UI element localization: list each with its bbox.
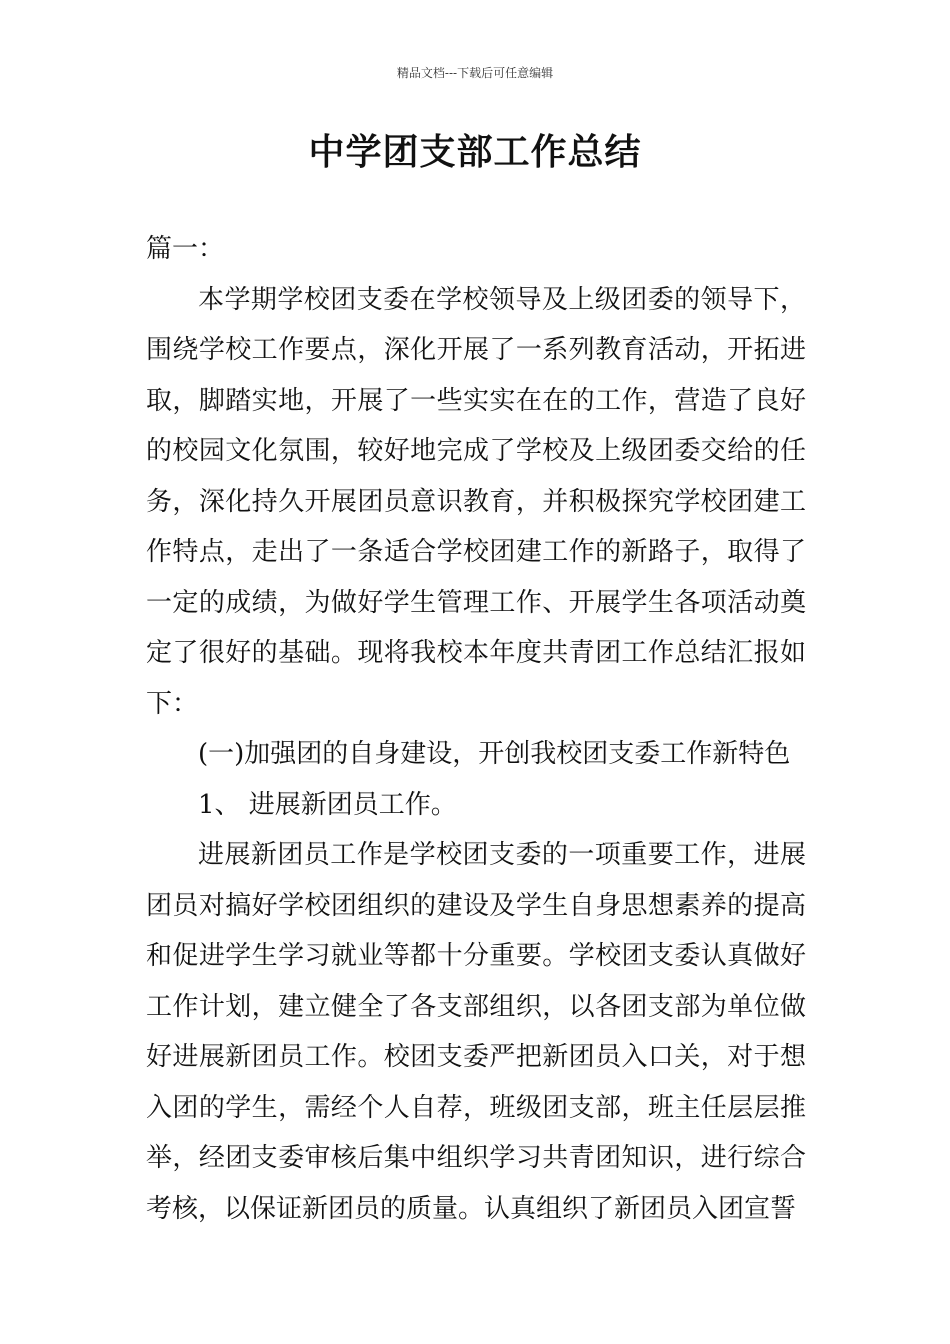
subsection-heading: 1、 进展新团员工作。: [198, 789, 457, 820]
header-note: 精品文档---下载后可任意编辑: [396, 66, 554, 80]
document-title: 中学团支部工作总结: [308, 132, 642, 173]
intro-paragraph: 本学期学校团支委在学校领导及上级团委的领导下，围绕学校工作要点，深化开展了一系列教育活动，开拓进取，脚踏实地，开展了一些实实在在的工作，营造了良好的校园文化氛围，较好地完成了学校及上级团委交给的任务，深化持久开展团员意识教育，并积极探究学校团建工作特点，走出了一条适合学校团建工作的新路子，取得了一定的成绩，为做好学生管理工作、开展学生各项活动奠定了很好的基础。现将我校本年度共青团工作总结汇报如下：: [146, 284, 806, 719]
section-heading: (一)加强团的自身建设，开创我校团支委工作新特色: [198, 739, 791, 769]
document-body: [146, 224, 806, 1234]
body-paragraph: 进展新团员工作是学校团支委的一项重要工作，进展团员对搞好学校团组织的建设及学生自身思想素养的提高和促进学生学习就业等都十分重要。学校团支委认真做好工作计划，建立健全了各支部组织，以各团支部为单位做好进展新团员工作。校团支委严把新团员入口关，对于想入团的学生，需经个人自荐，班级团支部，班主任层层推举，经团支委审核后集中组织学习共青团知识，进行综合考核，以保证新团员的质量。认真组织了新团员入团宣誓: [146, 840, 806, 1224]
section-label: 篇一：: [146, 234, 225, 264]
